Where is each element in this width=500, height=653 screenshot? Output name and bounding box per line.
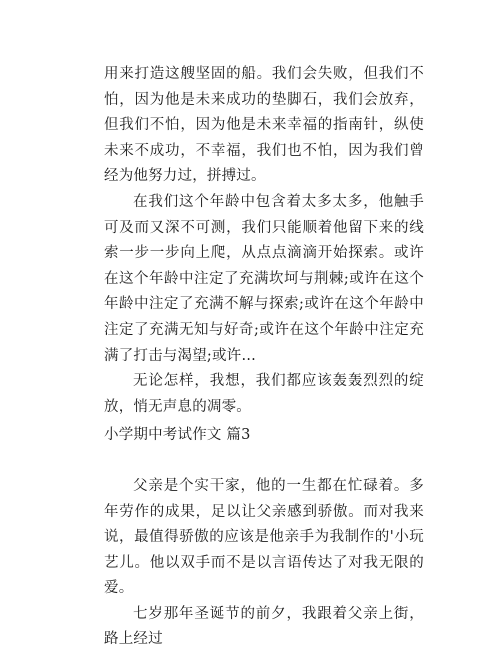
blank-line (104, 449, 424, 474)
paragraph-4: 父亲是个实干家，他的一生都在忙碌着。多年劳作的成果，足以让父亲感到骄傲。而对我来说，最值得骄傲的应该是他亲手为我制作的'小玩艺儿。他以双手而不是以言语传达了对我无限的爱。 (104, 477, 424, 597)
paragraph-2: 在我们这个年龄中包含着太多太多，他触手可及而又深不可测，我们只能顺着他留下来的线索一步一步向上爬，从点点滴滴开始探索。或许在这个年龄中注定了充满坎坷与荆棘;或许在这个年龄中注定了充满不解与探索;或许在这个年龄中注定了充满无知与好奇;或许在这个年龄中注定充满了打击与渴望;或许… (104, 193, 424, 364)
paragraph-1: 用来打造这艘坚固的船。我们会失败，但我们不怕，因为他是未来成功的垫脚石，我们会放弃，但我们不怕，因为他是未来幸福的指南针，纵使未来不成功，不幸福，我们也不怕，因为我们曾经为他努力过，拼搏过。 (104, 66, 424, 185)
document-body (104, 62, 424, 653)
paragraph-5: 七岁那年圣诞节的前夕，我跟着父亲上街，路上经过 (104, 605, 424, 648)
section-heading: 小学期中考试作文 篇3 (104, 427, 251, 444)
paragraph-3: 无论怎样，我想，我们都应该轰轰烈烈的绽放，悄无声息的凋零。 (104, 373, 424, 415)
